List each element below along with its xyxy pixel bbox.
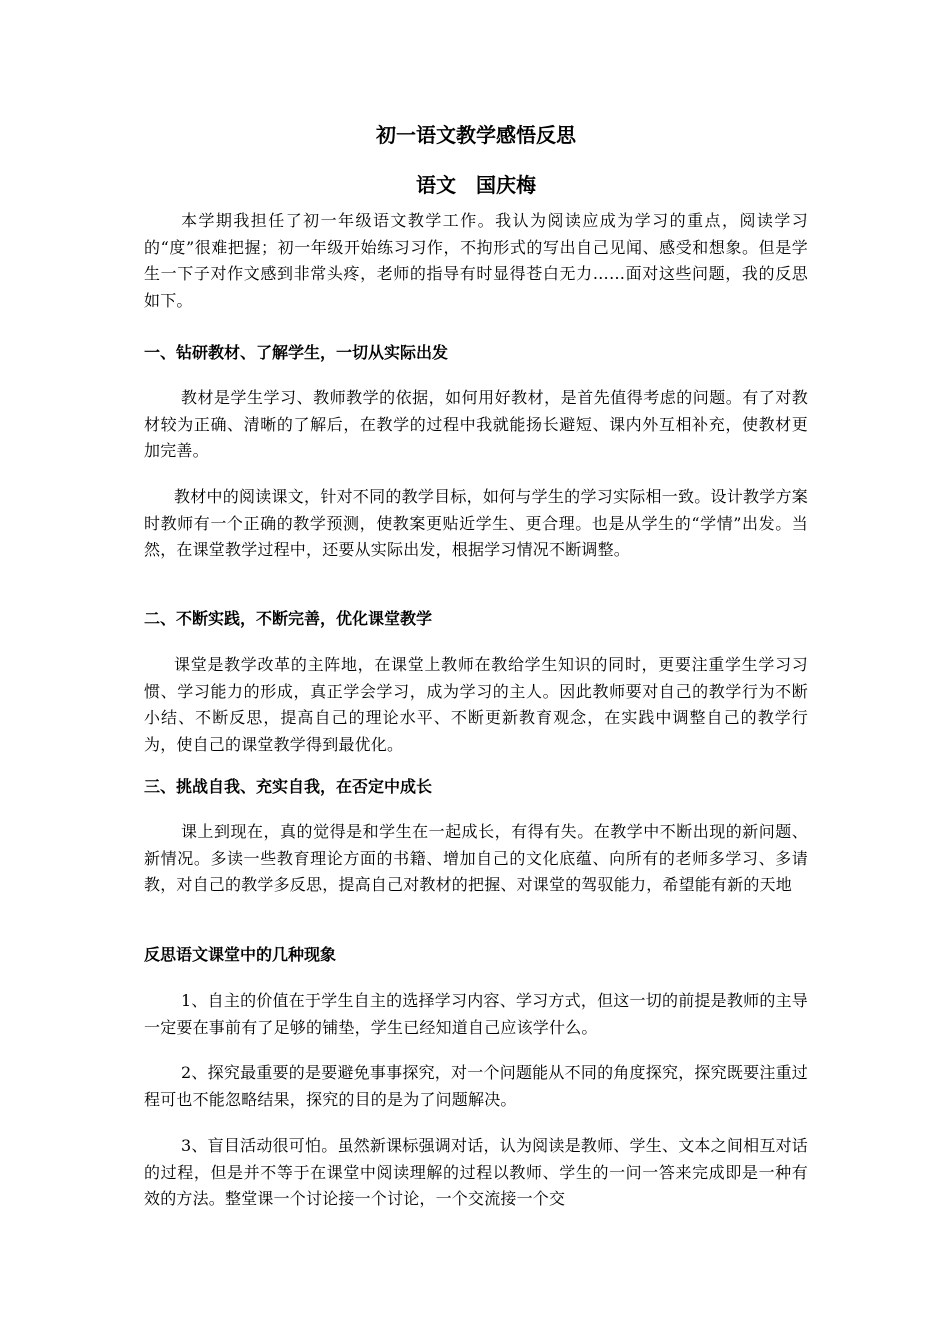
- section-3-paragraph-1: 课上到现在，真的觉得是和学生在一起成长，有得有失。在教学中不断出现的新问题、新情况。多读一些教育理论方面的书籍、增加自己的文化底蕴、向所有的老师多学习、多请教，对自己的教学多反思，提高自己对教材的把握、对课堂的驾驭能力，希望能有新的天地: [144, 822, 808, 894]
- section-4-item-2: 2、探究最重要的是要避免事事探究，对一个问题能从不同的角度探究，探究既要注重过程可也不能忽略结果，探究的目的是为了问题解决。: [144, 1063, 808, 1109]
- section-2-paragraph-1: 课堂是教学改革的主阵地，在课堂上教师在教给学生知识的同时，更要注重学生学习习惯、学习能力的形成，真正学会学习，成为学习的主人。因此教师要对自己的教学行为不断小结、不断反思，提高自己的理论水平、不断更新教育观念，在实践中调整自己的教学行为，使自己的课堂教学得到最优化。: [144, 655, 808, 754]
- section-3-heading: 三、挑战自我、充实自我，在否定中成长: [144, 777, 433, 796]
- section-4-heading: 反思语文课堂中的几种现象: [144, 945, 337, 964]
- intro-paragraph: 本学期我担任了初一年级语文教学工作。我认为阅读应成为学习的重点，阅读学习的“度”很难把握；初一年级开始练习习作，不拘形式的写出自己见闻、感受和想象。但是学生一下子对作文感到非常头疼，老师的指导有时显得苍白无力……面对这些问题，我的反思如下。: [144, 211, 808, 310]
- section-1-paragraph-2: 教材中的阅读课文，针对不同的教学目标，如何与学生的学习实际相一致。设计教学方案时教师有一个正确的教学预测，使教案更贴近学生、更合理。也是从学生的“学情”出发。当然，在课堂教学过程中，还要从实际出发，根据学习情况不断调整。: [144, 487, 808, 559]
- document-title: 初一语文教学感悟反思: [376, 123, 576, 147]
- document-author-line: 语文 国庆梅: [416, 173, 536, 197]
- section-1-paragraph-1: 教材是学生学习、教师教学的依据，如何用好教材，是首先值得考虑的问题。有了对教材较为正确、清晰的了解后，在教学的过程中我就能扬长避短、课内外互相补充，使教材更加完善。: [144, 388, 808, 460]
- section-1-heading: 一、钻研教材、了解学生，一切从实际出发: [144, 343, 449, 362]
- section-2-heading: 二、不断实践，不断完善，优化课堂教学: [144, 609, 433, 628]
- section-4-item-1: 1、自主的价值在于学生自主的选择学习内容、学习方式，但这一切的前提是教师的主导一定要在事前有了足够的铺垫，学生已经知道自己应该学什么。: [144, 991, 808, 1037]
- section-4-item-3: 3、盲目活动很可怕。虽然新课标强调对话，认为阅读是教师、学生、文本之间相互对话的过程，但是并不等于在课堂中阅读理解的过程以教师、学生的一问一答来完成即是一种有效的方法。整堂课一个讨论接一个讨论，一个交流接一个交: [144, 1136, 808, 1208]
